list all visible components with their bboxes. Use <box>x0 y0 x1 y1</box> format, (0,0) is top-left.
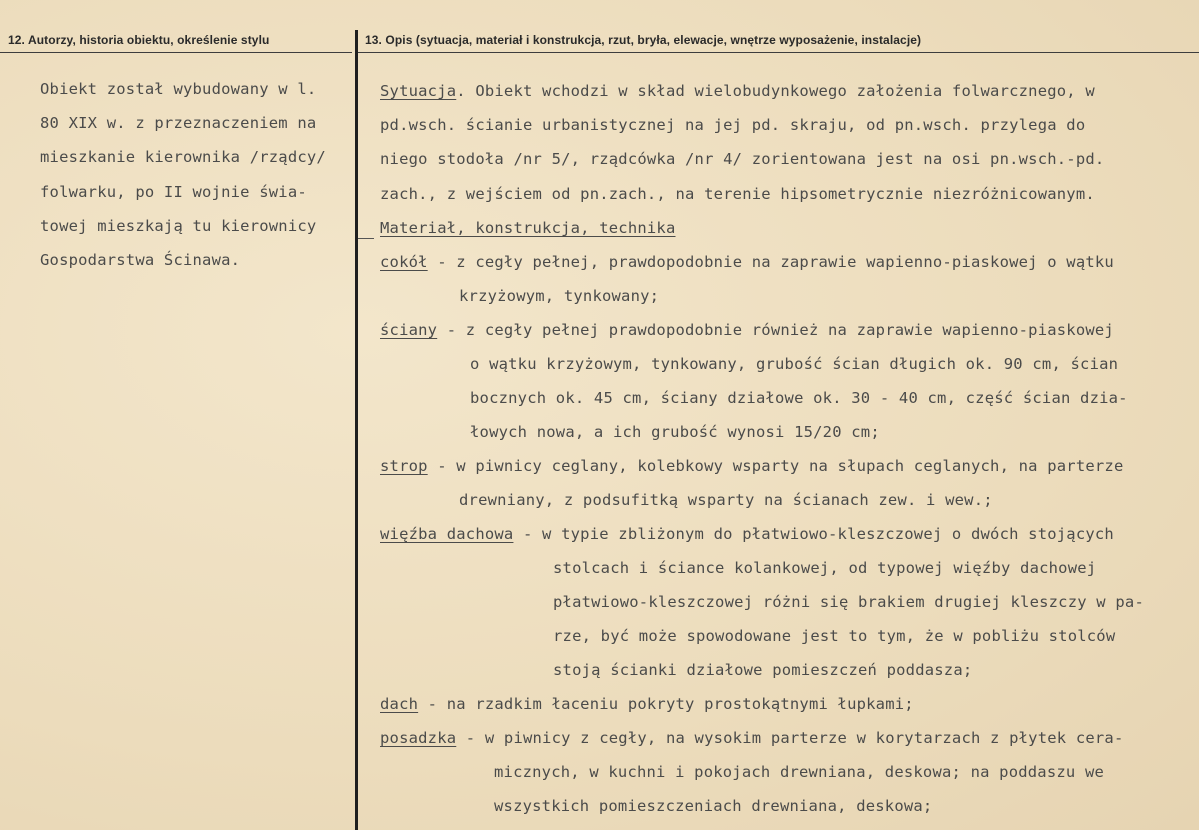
sytuacja-line-2: pd.wsch. ścianie urbanistycznej na jej pd. skraju, od pn.wsch. przylega do <box>380 116 1086 134</box>
sytuacja-line-1 <box>380 82 1095 100</box>
wiezba-line-4: rze, być może spowodowane jest to tym, że w pobliżu stolców <box>553 627 1116 645</box>
material-heading: Materiał, konstrukcja, technika <box>380 219 676 237</box>
sytuacja-line-3: niego stodoła /nr 5/, rządcówka /nr 4/ zorientowana jest na osi pn.wsch.-pd. <box>380 150 1105 168</box>
right-column-header: 13. Opis (sytuacja, materiał i konstrukcja, rzut, bryła, elewacje, wnętrze wyposażenie, instalacje) <box>365 33 922 47</box>
dach-line-1 <box>380 695 914 713</box>
sciany-line-4: łowych nowa, a ich grubość wynosi 15/20 cm; <box>470 423 880 441</box>
history-line-1: Obiekt został wybudowany w l. <box>40 80 317 98</box>
cokol-term: cokół <box>380 253 428 271</box>
posadzka-term: posadzka <box>380 729 457 747</box>
history-line-3: mieszkanie kierownika /rządcy/ <box>40 148 326 166</box>
cokol-line-1 <box>380 253 1114 271</box>
wiezba-line-3: płatwiowo-kleszczowej różni się brakiem drugiej kleszczy w pa- <box>553 593 1144 611</box>
wiezba-term: więźba dachowa <box>380 525 514 543</box>
posadzka-text-1: - w piwnicy z cegły, na wysokim parterze w korytarzach z płytek cera- <box>456 729 1124 747</box>
left-header-rule <box>0 52 352 53</box>
left-column-header: 12. Autorzy, historia obiektu, określenie stylu <box>8 33 270 47</box>
strop-term: strop <box>380 457 428 475</box>
sciany-text-1: - z cegły pełnej prawdopodobnie również na zaprawie wapienno-piaskowej <box>437 321 1114 339</box>
posadzka-line-2: micznych, w kuchni i pokojach drewniana, deskowa; na poddaszu we <box>494 763 1105 781</box>
history-line-2: 80 XIX w. z przeznaczeniem na <box>40 114 317 132</box>
sytuacja-text-1: . Obiekt wchodzi w skład wielobudynkowego założenia folwarcznego, w <box>456 82 1095 100</box>
wiezba-line-1 <box>380 525 1114 543</box>
dach-text-1: - na rzadkim łaceniu pokryty prostokątnymi łupkami; <box>418 695 914 713</box>
sciany-line-3: bocznych ok. 45 cm, ściany działowe ok. 30 - 40 cm, część ścian dzia- <box>470 389 1128 407</box>
history-line-5: towej mieszkają tu kierownicy <box>40 217 317 235</box>
wiezba-text-1: - w typie zbliżonym do płatwiowo-kleszczowej o dwóch stojących <box>513 525 1114 543</box>
divider-tick <box>358 238 374 239</box>
posadzka-line-3: wszystkich pomieszczeniach drewniana, deskowa; <box>494 797 933 815</box>
sytuacja-term: Sytuacja <box>380 82 457 100</box>
dach-term: dach <box>380 695 419 713</box>
right-header-rule <box>358 52 1199 53</box>
sciany-line-1 <box>380 321 1114 339</box>
sciany-line-2: o wątku krzyżowym, tynkowany, grubość ścian długich ok. 90 cm, ścian <box>470 355 1119 373</box>
strop-line-2: drewniany, z podsufitką wsparty na ścianach zew. i wew.; <box>459 491 993 509</box>
sciany-term: ściany <box>380 321 438 339</box>
column-divider <box>355 30 358 830</box>
strop-text-1: - w piwnicy ceglany, kolebkowy wsparty na słupach ceglanych, na parterze <box>427 457 1124 475</box>
sytuacja-line-4: zach., z wejściem od pn.zach., na terenie hipsometrycznie niezróżnicowanym. <box>380 185 1095 203</box>
cokol-line-2: krzyżowym, tynkowany; <box>459 287 660 305</box>
wiezba-line-2: stolcach i ściance kolankowej, od typowej więźby dachowej <box>553 559 1097 577</box>
strop-line-1 <box>380 457 1124 475</box>
wiezba-line-5: stoją ścianki działowe pomieszczeń poddasza; <box>553 661 973 679</box>
cokol-text-1: - z cegły pełnej, prawdopodobnie na zaprawie wapienno-piaskowej o wątku <box>427 253 1114 271</box>
history-line-6: Gospodarstwa Ścinawa. <box>40 251 241 269</box>
posadzka-line-1 <box>380 729 1124 747</box>
history-line-4: folwarku, po II wojnie świa- <box>40 183 307 201</box>
